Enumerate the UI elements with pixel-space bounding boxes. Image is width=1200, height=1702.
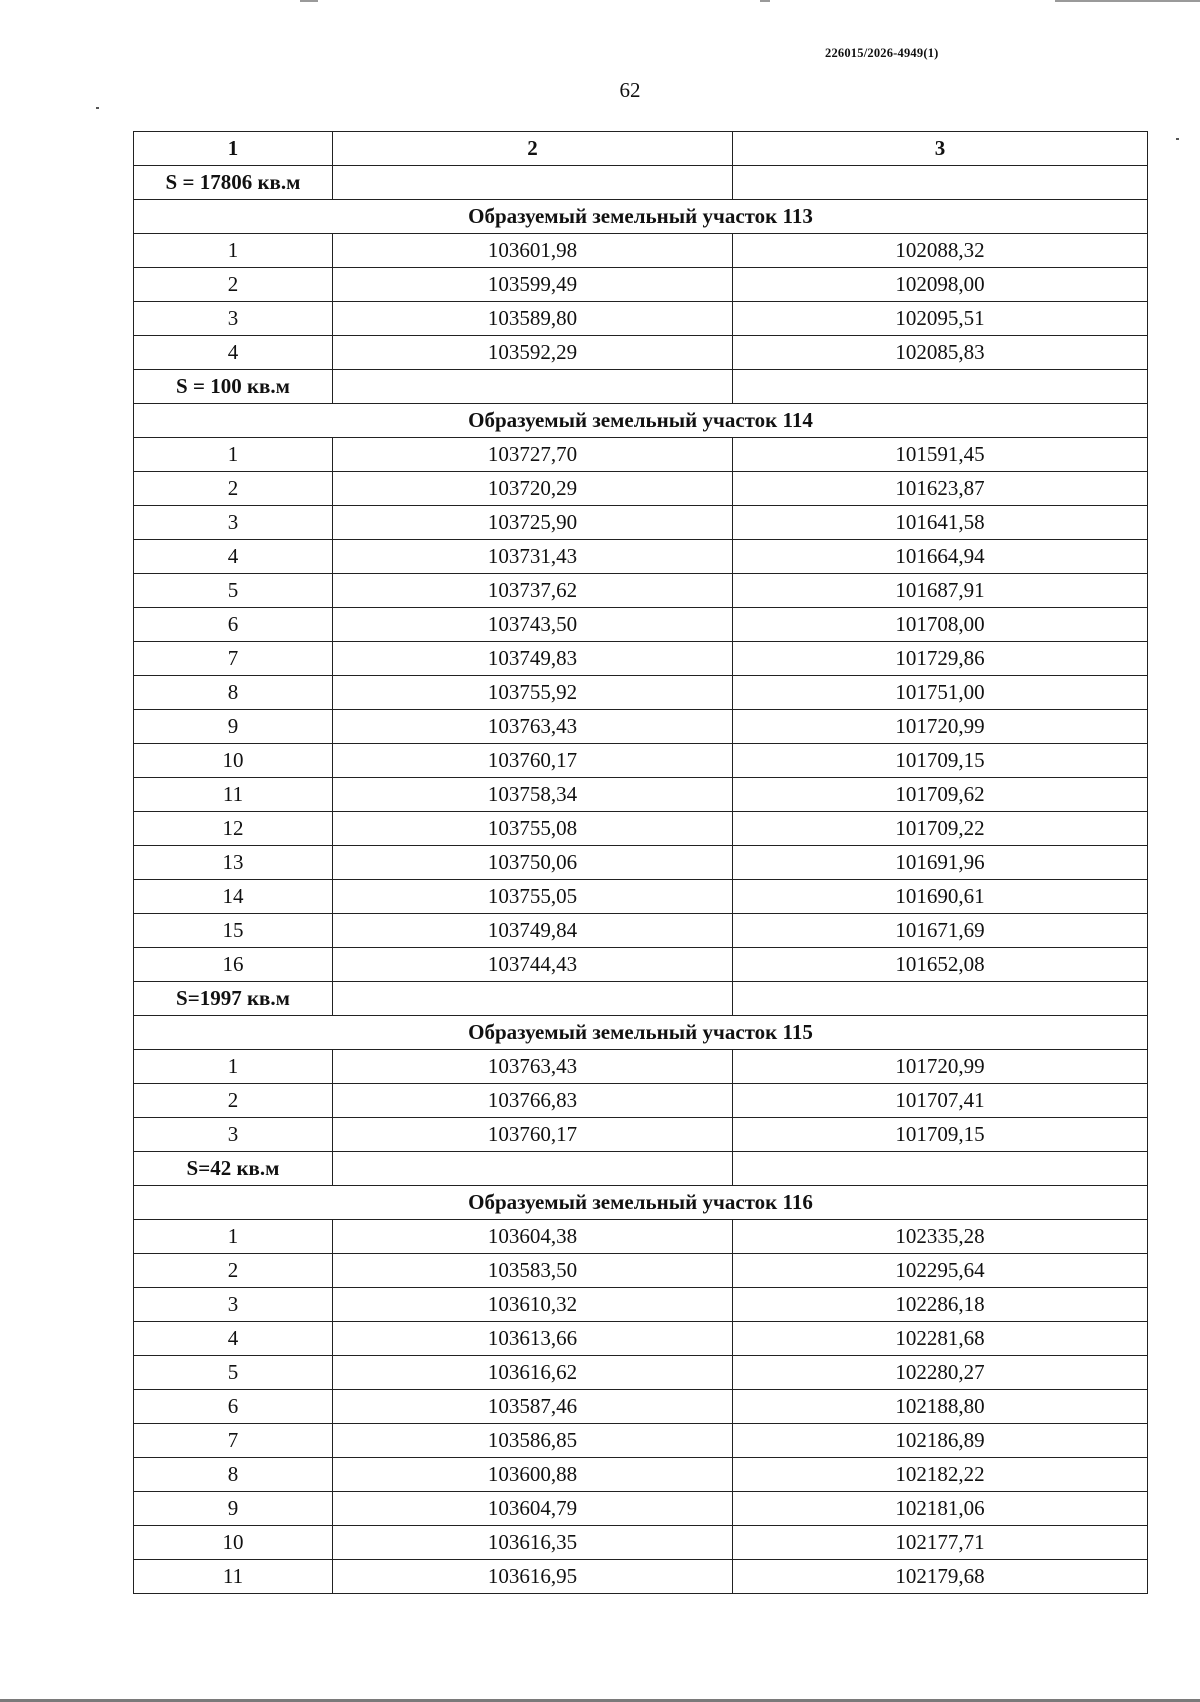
- point-number: 1: [134, 438, 333, 472]
- coordinate-x: 103744,43: [333, 948, 733, 982]
- coordinate-x: 103589,80: [333, 302, 733, 336]
- document-reference-number: 226015/2026-4949(1): [825, 46, 939, 60]
- column-header: 3: [733, 132, 1148, 166]
- coordinate-y: 102280,27: [733, 1356, 1148, 1390]
- point-number: 4: [134, 1322, 333, 1356]
- coordinate-y: 101691,96: [733, 846, 1148, 880]
- column-header: 2: [333, 132, 733, 166]
- coordinate-y: 101751,00: [733, 676, 1148, 710]
- coordinate-x: 103731,43: [333, 540, 733, 574]
- coordinate-y: 101709,22: [733, 812, 1148, 846]
- coordinate-x: 103610,32: [333, 1288, 733, 1322]
- scan-edge-mark: [1055, 0, 1200, 2]
- coordinate-x: 103766,83: [333, 1084, 733, 1118]
- table-header-row: [134, 132, 1148, 166]
- table-row: [134, 948, 1148, 982]
- table-row: [134, 540, 1148, 574]
- coordinate-x: 103583,50: [333, 1254, 733, 1288]
- point-number: 1: [134, 234, 333, 268]
- coordinate-x: 103760,17: [333, 1118, 733, 1152]
- table-row: [134, 268, 1148, 302]
- coordinate-y: 102186,89: [733, 1424, 1148, 1458]
- coordinate-x: 103737,62: [333, 574, 733, 608]
- point-number: 10: [134, 744, 333, 778]
- coordinate-y: 101708,00: [733, 608, 1148, 642]
- point-number: 1: [134, 1050, 333, 1084]
- coordinate-x: 103604,38: [333, 1220, 733, 1254]
- coordinate-x: 103600,88: [333, 1458, 733, 1492]
- scan-edge-mark: [300, 0, 318, 2]
- area-row: [134, 166, 1148, 200]
- coordinate-y: 102179,68: [733, 1560, 1148, 1594]
- coordinate-x: 103750,06: [333, 846, 733, 880]
- table-row: [134, 438, 1148, 472]
- coordinate-y: 101720,99: [733, 710, 1148, 744]
- coordinates-table: [133, 131, 1148, 1594]
- empty-cell: [733, 166, 1148, 200]
- point-number: 4: [134, 336, 333, 370]
- table-row: [134, 1254, 1148, 1288]
- plot-title: Образуемый земельный участок 115: [134, 1016, 1148, 1050]
- coordinate-y: 102098,00: [733, 268, 1148, 302]
- plot-title: Образуемый земельный участок 113: [134, 200, 1148, 234]
- coordinate-x: 103586,85: [333, 1424, 733, 1458]
- empty-cell: [333, 370, 733, 404]
- coordinate-x: 103601,98: [333, 234, 733, 268]
- point-number: 10: [134, 1526, 333, 1560]
- table-row: [134, 1424, 1148, 1458]
- table-row: [134, 336, 1148, 370]
- table-row: [134, 676, 1148, 710]
- table-row: [134, 1390, 1148, 1424]
- table-row: [134, 710, 1148, 744]
- point-number: 2: [134, 268, 333, 302]
- coordinate-x: 103749,83: [333, 642, 733, 676]
- empty-cell: [333, 166, 733, 200]
- coordinate-x: 103613,66: [333, 1322, 733, 1356]
- coordinate-y: 102182,22: [733, 1458, 1148, 1492]
- empty-cell: [333, 982, 733, 1016]
- table-row: [134, 812, 1148, 846]
- coordinate-y: 101709,15: [733, 1118, 1148, 1152]
- table-row: [134, 914, 1148, 948]
- table-row: [134, 1458, 1148, 1492]
- coordinate-y: 101623,87: [733, 472, 1148, 506]
- table-row: [134, 472, 1148, 506]
- plot-title: Образуемый земельный участок 114: [134, 404, 1148, 438]
- coordinate-y: 102181,06: [733, 1492, 1148, 1526]
- point-number: 14: [134, 880, 333, 914]
- table-row: [134, 642, 1148, 676]
- coordinate-x: 103760,17: [333, 744, 733, 778]
- table-row: [134, 1220, 1148, 1254]
- point-number: 1: [134, 1220, 333, 1254]
- scan-edge-mark: [760, 0, 770, 2]
- table-body: [134, 166, 1148, 1594]
- table-row: [134, 1322, 1148, 1356]
- point-number: 2: [134, 472, 333, 506]
- coordinate-x: 103604,79: [333, 1492, 733, 1526]
- table-row: [134, 778, 1148, 812]
- area-row: [134, 982, 1148, 1016]
- coordinate-y: 101664,94: [733, 540, 1148, 574]
- point-number: 3: [134, 302, 333, 336]
- point-number: 7: [134, 642, 333, 676]
- coordinate-x: 103763,43: [333, 710, 733, 744]
- coordinate-x: 103592,29: [333, 336, 733, 370]
- coordinate-y: 102095,51: [733, 302, 1148, 336]
- empty-cell: [733, 1152, 1148, 1186]
- coordinate-x: 103599,49: [333, 268, 733, 302]
- table-row: [134, 1356, 1148, 1390]
- plot-title-row: [134, 1016, 1148, 1050]
- coordinate-y: 102177,71: [733, 1526, 1148, 1560]
- point-number: 11: [134, 778, 333, 812]
- point-number: 6: [134, 608, 333, 642]
- area-value: S = 17806 кв.м: [134, 166, 333, 200]
- plot-title-row: [134, 404, 1148, 438]
- point-number: 9: [134, 1492, 333, 1526]
- point-number: 11: [134, 1560, 333, 1594]
- page-number: 62: [619, 78, 641, 102]
- coordinate-y: 102281,68: [733, 1322, 1148, 1356]
- point-number: 6: [134, 1390, 333, 1424]
- coordinate-x: 103755,05: [333, 880, 733, 914]
- empty-cell: [733, 370, 1148, 404]
- plot-title: Образуемый земельный участок 116: [134, 1186, 1148, 1220]
- coordinate-x: 103616,62: [333, 1356, 733, 1390]
- scan-speck: [1176, 138, 1179, 140]
- point-number: 12: [134, 812, 333, 846]
- coordinate-y: 101709,62: [733, 778, 1148, 812]
- point-number: 15: [134, 914, 333, 948]
- table-row: [134, 1526, 1148, 1560]
- area-value: S = 100 кв.м: [134, 370, 333, 404]
- point-number: 5: [134, 574, 333, 608]
- coordinate-y: 102335,28: [733, 1220, 1148, 1254]
- plot-title-row: [134, 1186, 1148, 1220]
- scan-speck: [96, 107, 99, 109]
- area-row: [134, 1152, 1148, 1186]
- coordinate-x: 103725,90: [333, 506, 733, 540]
- coordinate-y: 101720,99: [733, 1050, 1148, 1084]
- area-value: S=1997 кв.м: [134, 982, 333, 1016]
- point-number: 3: [134, 1118, 333, 1152]
- table-row: [134, 506, 1148, 540]
- coordinate-y: 102188,80: [733, 1390, 1148, 1424]
- table-row: [134, 1118, 1148, 1152]
- coordinate-x: 103749,84: [333, 914, 733, 948]
- table-row: [134, 880, 1148, 914]
- point-number: 9: [134, 710, 333, 744]
- point-number: 3: [134, 1288, 333, 1322]
- empty-cell: [333, 1152, 733, 1186]
- point-number: 8: [134, 1458, 333, 1492]
- coordinate-y: 101641,58: [733, 506, 1148, 540]
- coordinate-x: 103763,43: [333, 1050, 733, 1084]
- coordinate-y: 102088,32: [733, 234, 1148, 268]
- coordinate-y: 102286,18: [733, 1288, 1148, 1322]
- table-row: [134, 1288, 1148, 1322]
- point-number: 4: [134, 540, 333, 574]
- table-row: [134, 302, 1148, 336]
- table-row: [134, 744, 1148, 778]
- point-number: 13: [134, 846, 333, 880]
- point-number: 16: [134, 948, 333, 982]
- table-row: [134, 234, 1148, 268]
- point-number: 3: [134, 506, 333, 540]
- table-row: [134, 1492, 1148, 1526]
- coordinate-y: 101707,41: [733, 1084, 1148, 1118]
- area-value: S=42 кв.м: [134, 1152, 333, 1186]
- coordinate-y: 101671,69: [733, 914, 1148, 948]
- table-row: [134, 608, 1148, 642]
- coordinate-x: 103727,70: [333, 438, 733, 472]
- coordinate-x: 103755,08: [333, 812, 733, 846]
- column-header: 1: [134, 132, 333, 166]
- coordinate-y: 101687,91: [733, 574, 1148, 608]
- table-row: [134, 1050, 1148, 1084]
- coordinate-x: 103758,34: [333, 778, 733, 812]
- plot-title-row: [134, 200, 1148, 234]
- coordinate-y: 102085,83: [733, 336, 1148, 370]
- table-row: [134, 574, 1148, 608]
- table-row: [134, 1560, 1148, 1594]
- coordinate-y: 101591,45: [733, 438, 1148, 472]
- coordinate-x: 103616,95: [333, 1560, 733, 1594]
- coordinate-y: 101652,08: [733, 948, 1148, 982]
- empty-cell: [733, 982, 1148, 1016]
- coordinate-x: 103743,50: [333, 608, 733, 642]
- coordinate-y: 102295,64: [733, 1254, 1148, 1288]
- point-number: 2: [134, 1254, 333, 1288]
- coordinate-y: 101690,61: [733, 880, 1148, 914]
- point-number: 8: [134, 676, 333, 710]
- point-number: 7: [134, 1424, 333, 1458]
- point-number: 5: [134, 1356, 333, 1390]
- coordinate-x: 103720,29: [333, 472, 733, 506]
- coordinate-x: 103616,35: [333, 1526, 733, 1560]
- table-row: [134, 1084, 1148, 1118]
- area-row: [134, 370, 1148, 404]
- coordinate-y: 101709,15: [733, 744, 1148, 778]
- coordinate-x: 103755,92: [333, 676, 733, 710]
- table-row: [134, 846, 1148, 880]
- point-number: 2: [134, 1084, 333, 1118]
- coordinate-y: 101729,86: [733, 642, 1148, 676]
- coordinate-x: 103587,46: [333, 1390, 733, 1424]
